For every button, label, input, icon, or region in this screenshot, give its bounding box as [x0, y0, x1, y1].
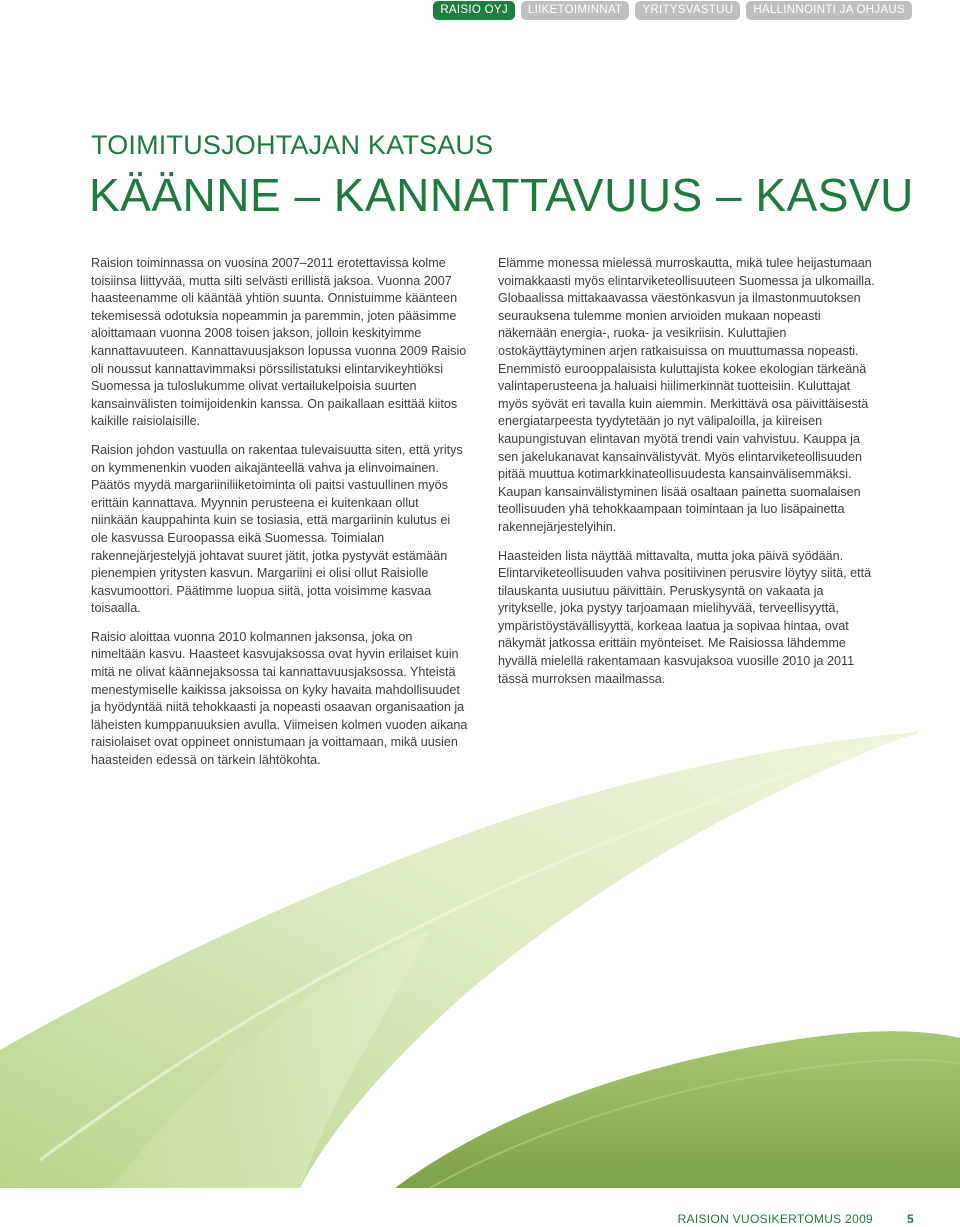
right-paragraph-1: Elämme monessa mielessä murroskautta, mikä tulee heijastumaan voimakkaasti myös elintarviketeollisuuteen Suomessa ja ulkomailla. Globaalissa mittakaavassa väestönkasvun ja ilmastonmuutoksen seurauksena tulemme monien arvioiden mukaan nopeasti näkemään energia-, ruoka- ja vesikriisin. Kuluttajien ostokäyttäytyminen arjen ratkaisuissa on muuttumassa nopeasti. Enemmistö eurooppalaisista kuluttajista kokee ekologian tärkeänä valintaperusteena ja haluaisi hiilimerkinnät tuotteisiin. Kuluttajat myös syövät eri tavalla kuin aiemmin. Merkittävä osa päivittäisestä energiatarpeesta tyydytetään jo nyt välipaloilla, ja kiireisen kaupungistuvan elintavan myötä trendi vain vahvistuu. Kauppa ja sen jakelukanavat kansainvälistyvät. Myös elintarviketeollisuuden pitää muuttua kotimarkkinateollisuudesta kansainvälisemmäksi. Kaupan kansainvälistyminen lisää osaltaan painetta suomalaisen teollisuuden yhä tehokkaampaan toimintaan ja luo lisäpainetta rakennejärjestelyihin.: [498, 256, 875, 534]
leaf-illustration: [0, 720, 960, 1188]
nav-tab-raisio-oyj[interactable]: RAISIO OYJ: [433, 1, 515, 20]
page-headline: KÄÄNNE – KANNATTAVUUS – KASVU: [89, 169, 914, 221]
page-number: 5: [907, 1212, 914, 1226]
right-paragraph-2: Haasteiden lista näyttää mittavalta, mutta joka päivä syödään. Elintarviketeollisuuden vahva positiivinen perusvire löytyy siitä, että tilauskanta uusiutuu päivittäin. Peruskysyntä on vakaata ja yritykselle, joka pystyy tarjoamaan mielihyvää, terveellisyyttä, ympäristöystävällisyyttä, korkeaa laatua ja sopivaa hintaa, ovat näkymät jatkossa erittäin myönteiset. Me Raisiossa lähdemme hyvällä mielellä rakentamaan kasvujaksoa vuosille 2010 ja 2011 tässä murroksen maailmassa.: [498, 548, 872, 686]
section-title: TOIMITUSJOHTAJAN KATSAUS: [91, 130, 494, 160]
footer-publication: RAISION VUOSIKERTOMUS 2009: [677, 1212, 874, 1226]
nav-tab-liiketoiminnat[interactable]: LIIKETOIMINNAT: [521, 1, 630, 20]
left-paragraph-3: Raisio aloittaa vuonna 2010 kolmannen jaksonsa, joka on nimeltään kasvu. Haasteet kasvujaksossa ovat hyvin erilaiset kuin mitä ne olivat käännejaksossa tai kannattavuusjaksossa. Yhteistä menestymiselle kaikissa jaksoissa on kyky havaita mahdollisuudet ja hyödyntää niitä tehokkaasti ja nopeasti osaavan organisaation ja läheisten kumppanuuksien avulla. Viimeisen kolmen vuoden aikana raisiolaiset ovat oppineet onnistumaan ja voittamaan, mikä uusien haasteiden edessä on tärkein lähtökohta.: [91, 629, 468, 768]
left-text-column: [91, 255, 469, 781]
nav-tab-yritysvastuu[interactable]: YRITYSVASTUU: [635, 1, 740, 20]
leaf-lower: [395, 1031, 960, 1188]
left-paragraph-1: Raision toiminnassa on vuosina 2007–2011 erotettavissa kolme toisiinsa liittyvää, mutta silti selvästi erillistä jaksoa. Vuonna 2007 haasteenamme oli kääntää yhtiön suunta. Onnistuimme käänteen tekemisessä odotuksia nopeammin ja paremmin, joten pääsimme aloittamaan vuonna 2008 toisen jakson, jolloin keskityimme kannattavuuteen. Kannattavuusjakson lopussa vuonna 2009 Raisio oli noussut kannattavimmaksi pörssilistatuksi elintarvikeyhtiöksi Suomessa ja tuloslukumme olivat vertailukelpoisia suurten kansainvälisten toimijoidenkin kanssa. On paikallaan esittää kiitos kaikille raisiolaisille.: [91, 256, 467, 429]
page-footer: [678, 1212, 914, 1226]
right-text-column: [498, 255, 876, 699]
left-paragraph-2: Raision johdon vastuulla on rakentaa tulevaisuutta siten, että yritys on kymmenenkin vuoden aikajänteellä vahva ja elinvoimainen. Päätös myydä margariiniliiketoiminta oli paitsi vastuullinen myös erittäin kannattava. Myynnin perusteena ei kuitenkaan ollut niinkään kauppahinta kuin se tosiasia, että margariinin kulutus ei ole kasvussa Euroopassa eikä Suomessa. Toimialan rakennejärjestelyjä johtavat suuret jätit, jotka pystyvät estämään pienempien yritysten kasvun. Margariini ei olisi ollut Raisiolle kasvumoottori. Päätimme luopua siitä, jotta voisimme kasvaa toisaalla.: [91, 442, 463, 616]
top-navigation: [433, 1, 912, 20]
nav-tab-hallinnointi-ja-ohjaus[interactable]: HALLINNOINTI JA OHJAUS: [746, 1, 912, 20]
